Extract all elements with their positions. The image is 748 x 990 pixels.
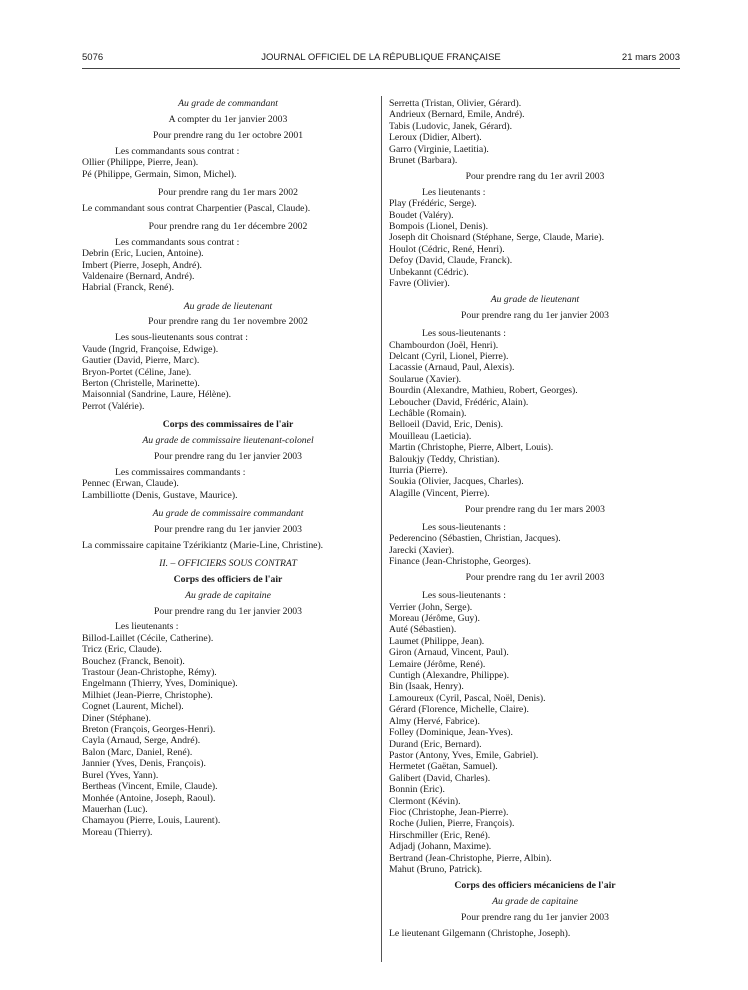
list-item: Play (Frédéric, Serge). bbox=[389, 198, 477, 210]
list-item: Soukia (Olivier, Jacques, Charles). bbox=[389, 476, 524, 488]
spacer bbox=[82, 214, 374, 221]
group-label: Les sous-lieutenants : bbox=[422, 328, 506, 340]
list-item: Bourdin (Alexandre, Mathieu, Robert, Georges). bbox=[389, 385, 578, 397]
list-item: Mouilleau (Laeticia). bbox=[389, 430, 472, 442]
list-item: Pastor (Antony, Yves, Emile, Gabriel). bbox=[389, 749, 539, 761]
list-item: Pé (Philippe, Germain, Simon, Michel). bbox=[82, 168, 237, 180]
right-column bbox=[389, 98, 681, 939]
list-item: Belloeil (David, Eric, Denis). bbox=[389, 419, 504, 431]
list-item: Lechâble (Romain). bbox=[389, 407, 467, 419]
group-label: Les lieutenants : bbox=[115, 621, 179, 633]
list-item: La commissaire capitaine Tzérikiantz (Marie-Line, Christine). bbox=[82, 539, 324, 551]
list-item: Brunet (Barbara). bbox=[389, 155, 458, 167]
header-rule bbox=[82, 68, 680, 69]
list-item: Debrin (Eric, Lucien, Antoine). bbox=[82, 248, 204, 260]
list-item: Leroux (Didier, Albert). bbox=[389, 132, 482, 144]
list-item: Breton (François, Georges-Henri). bbox=[82, 724, 216, 736]
list-item: Bryon-Portet (Céline, Jane). bbox=[82, 366, 192, 378]
list-item: Chambourdon (Joël, Henri). bbox=[389, 339, 499, 351]
list-item: Gérard (Florence, Michelle, Claire). bbox=[389, 704, 529, 716]
spacer bbox=[389, 583, 681, 590]
grade-heading: Au grade de commandant bbox=[178, 98, 278, 109]
list-item: Lamoureux (Cyril, Pascal, Noël, Denis). bbox=[389, 692, 546, 704]
list-item: Imbert (Pierre, Joseph, André). bbox=[82, 259, 202, 271]
group-label: Les sous-lieutenants sous contrat : bbox=[115, 332, 248, 344]
list-item: Durand (Eric, Bernard). bbox=[389, 738, 482, 750]
list-item: Ollier (Philippe, Pierre, Jean). bbox=[82, 157, 199, 169]
list-item: Boudet (Valéry). bbox=[389, 209, 454, 221]
grade-heading: II. – OFFICIERS SOUS CONTRAT bbox=[159, 557, 297, 569]
rank-date-line: Pour prendre rang du 1er mars 2003 bbox=[465, 503, 605, 515]
list-item: Hermetet (Gaëtan, Samuel). bbox=[389, 761, 498, 773]
group-label: Les commandants sous contrat : bbox=[115, 236, 240, 248]
list-item: Jarecki (Xavier). bbox=[389, 544, 455, 556]
spacer bbox=[389, 515, 681, 522]
list-item: Galibert (David, Charles). bbox=[389, 772, 491, 784]
list-item: Folley (Dominique, Jean-Yves). bbox=[389, 727, 513, 739]
list-item: Cognet (Laurent, Michel). bbox=[82, 701, 184, 713]
spacer bbox=[82, 412, 374, 419]
journal-title: JOURNAL OFFICIEL DE LA RÉPUBLIQUE FRANÇAISE bbox=[261, 52, 501, 63]
list-item: Leboucher (David, Frédéric, Alain). bbox=[389, 396, 529, 408]
list-item: Lambilliotte (Denis, Gustave, Maurice). bbox=[82, 489, 238, 501]
rank-date-line: Pour prendre rang du 1er janvier 2003 bbox=[154, 523, 302, 535]
list-item: Bin (Isaak, Henry). bbox=[389, 681, 464, 693]
list-item: Maisonnial (Sandrine, Laure, Hélène). bbox=[82, 389, 232, 401]
list-item: Martin (Christophe, Pierre, Albert, Louis). bbox=[389, 442, 554, 454]
grade-heading: Au grade de lieutenant bbox=[490, 294, 580, 305]
list-item: Mauerhan (Luc). bbox=[82, 803, 148, 815]
list-item: Verrier (John, Serge). bbox=[389, 601, 473, 613]
list-item: Lemaire (Jérôme, René). bbox=[389, 658, 486, 670]
spacer bbox=[389, 321, 681, 328]
list-item: Serretta (Tristan, Olivier, Gérard). bbox=[389, 98, 522, 109]
list-item: Lacassie (Arnaud, Paul, Alexis). bbox=[389, 362, 515, 374]
list-item: Cuntigh (Alexandre, Philippe). bbox=[389, 670, 509, 682]
spacer bbox=[82, 180, 374, 187]
section-heading: Corps des officiers mécaniciens de l'air bbox=[454, 879, 616, 891]
issue-date: 21 mars 2003 bbox=[621, 52, 680, 63]
list-item: Joseph dit Choisnard (Stéphane, Serge, Claude, Marie). bbox=[389, 232, 605, 244]
rank-date-line: Pour prendre rang du 1er avril 2003 bbox=[465, 572, 605, 584]
list-item: Bouchez (Franck, Benoit). bbox=[82, 655, 185, 667]
group-label: Les lieutenants : bbox=[422, 186, 486, 198]
list-item: Perrot (Valérie). bbox=[82, 400, 145, 412]
list-item: Vaude (Ingrid, Françoise, Edwige). bbox=[82, 343, 219, 355]
list-item: Andrieux (Bernard, Emile, André). bbox=[389, 109, 525, 121]
group-label: Les commissaires commandants : bbox=[115, 466, 246, 478]
list-item: Billod-Laillet (Cécile, Catherine). bbox=[82, 632, 214, 644]
list-item: Le commandant sous contrat Charpentier (Pascal, Claude). bbox=[82, 202, 311, 214]
list-item: Clermont (Kévin). bbox=[389, 795, 461, 807]
rank-date-line: Pour prendre rang du 1er janvier 2003 bbox=[461, 911, 609, 923]
list-item: Auté (Sébastien). bbox=[389, 624, 457, 636]
rank-date-line: Pour prendre rang du 1er décembre 2002 bbox=[148, 220, 308, 232]
list-item: Trastour (Jean-Christophe, Rémy). bbox=[82, 667, 217, 679]
list-item: Almy (Hervé, Fabrice). bbox=[389, 715, 480, 727]
list-item: Valdenaire (Bernard, André). bbox=[82, 270, 195, 282]
grade-heading: Au grade de commissaire lieutenant-colonel bbox=[142, 434, 314, 446]
list-item: Moreau (Thierry). bbox=[82, 826, 153, 838]
list-item: Jannier (Yves, Denis, François). bbox=[82, 758, 206, 770]
list-item: Habrial (Franck, René). bbox=[82, 282, 174, 294]
list-item: Monhée (Antoine, Joseph, Raoul). bbox=[82, 792, 216, 804]
list-item: Milhiet (Jean-Pierre, Christophe). bbox=[82, 689, 213, 701]
page-number: 5076 bbox=[82, 52, 104, 63]
grade-heading: Au grade de lieutenant bbox=[183, 300, 273, 312]
rank-date-line: Pour prendre rang du 1er janvier 2003 bbox=[461, 309, 609, 321]
list-item: Favre (Olivier). bbox=[389, 278, 450, 290]
list-item: Fioc (Christophe, Jean-Pierre). bbox=[389, 806, 509, 818]
list-item: Defoy (David, Claude, Franck). bbox=[389, 255, 513, 267]
list-item: Houlot (Cédric, René, Henri). bbox=[389, 243, 505, 255]
rank-date-line: Pour prendre rang du 1er novembre 2002 bbox=[148, 316, 308, 328]
section-heading: Corps des commissaires de l'air bbox=[162, 419, 294, 431]
rank-date-line: Pour prendre rang du 1er avril 2003 bbox=[465, 170, 605, 182]
list-item: Tricz (Eric, Claude). bbox=[82, 644, 162, 656]
group-label: Les commandants sous contrat : bbox=[115, 145, 240, 157]
list-item: Unbekannt (Cédric). bbox=[389, 266, 469, 278]
list-item: Hirschmiller (Eric, René). bbox=[389, 829, 491, 841]
grade-heading: Au grade de capitaine bbox=[492, 895, 578, 907]
section-heading: Corps des officiers de l'air bbox=[173, 573, 283, 585]
list-item: Giron (Arnaud, Vincent, Paul). bbox=[389, 647, 509, 659]
left-column bbox=[82, 98, 374, 838]
rank-date-line: A compter du 1er janvier 2003 bbox=[168, 113, 288, 125]
group-label: Les sous-lieutenants : bbox=[422, 590, 506, 602]
rank-date-line: Pour prendre rang du 1er mars 2002 bbox=[158, 186, 298, 198]
rank-date-line: Pour prendre rang du 1er janvier 2003 bbox=[154, 605, 302, 617]
list-item: Berton (Christelle, Marinette). bbox=[82, 378, 200, 390]
list-item: Moreau (Jérôme, Guy). bbox=[389, 613, 480, 625]
list-item: Bonnin (Eric). bbox=[389, 784, 445, 796]
list-item: Gautier (David, Pierre, Marc). bbox=[82, 355, 200, 367]
list-item: Diner (Stéphane). bbox=[82, 712, 151, 724]
list-item: Garro (Virginie, Laetitia). bbox=[389, 143, 489, 155]
list-item: Soularue (Xavier). bbox=[389, 373, 462, 385]
list-item: Bertrand (Jean-Christophe, Pierre, Albin). bbox=[389, 852, 552, 864]
list-item: Delcant (Cyril, Lionel, Pierre). bbox=[389, 350, 509, 362]
list-item: Iturria (Pierre). bbox=[389, 464, 448, 476]
rank-date-line: Pour prendre rang du 1er janvier 2003 bbox=[154, 450, 302, 462]
spacer bbox=[82, 501, 374, 508]
list-item: Adjadj (Johann, Maxime). bbox=[389, 841, 492, 853]
list-item: Bompois (Lionel, Denis). bbox=[389, 221, 489, 233]
list-item: Roche (Julien, Pierre, François). bbox=[389, 818, 515, 830]
list-item: Pederencino (Sébastien, Christian, Jacques). bbox=[389, 533, 561, 545]
column-divider bbox=[381, 96, 382, 962]
grade-heading: Au grade de capitaine bbox=[185, 589, 271, 601]
page-header bbox=[82, 52, 680, 66]
list-item: Le lieutenant Gilgemann (Christophe, Joseph). bbox=[389, 927, 571, 939]
group-label: Les sous-lieutenants : bbox=[422, 521, 506, 533]
list-item: Finance (Jean-Christophe, Georges). bbox=[389, 556, 531, 568]
list-item: Bertheas (Vincent, Emile, Claude). bbox=[82, 781, 218, 793]
spacer bbox=[82, 551, 374, 558]
list-item: Chamayou (Pierre, Louis, Laurent). bbox=[82, 815, 221, 827]
grade-heading: Au grade de commissaire commandant bbox=[152, 507, 304, 519]
list-item: Alagille (Vincent, Pierre). bbox=[389, 487, 490, 499]
list-item: Cayla (Arnaud, Serge, André). bbox=[82, 735, 201, 747]
list-item: Tabis (Ludovic, Janek, Gérard). bbox=[389, 120, 513, 132]
rank-date-line: Pour prendre rang du 1er octobre 2001 bbox=[152, 129, 304, 141]
list-item: Balon (Marc, Daniel, René). bbox=[82, 746, 193, 758]
list-item: Mahut (Bruno, Patrick). bbox=[389, 863, 483, 875]
spacer bbox=[82, 294, 374, 301]
list-item: Baloukjy (Teddy, Christian). bbox=[389, 453, 500, 465]
list-item: Engelmann (Thierry, Yves, Dominique). bbox=[82, 678, 238, 690]
list-item: Laumet (Philippe, Jean). bbox=[389, 635, 485, 647]
list-item: Pennec (Erwan, Claude). bbox=[82, 478, 179, 490]
list-item: Burel (Yves, Yann). bbox=[82, 769, 159, 781]
